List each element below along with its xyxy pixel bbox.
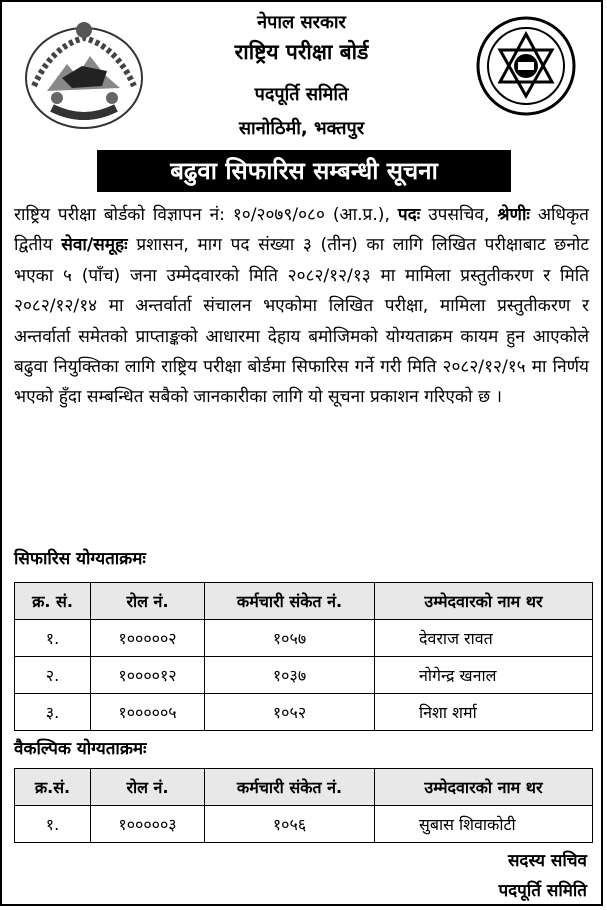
cell-code: १०३७ xyxy=(205,657,375,694)
cell-sn: २. xyxy=(15,657,91,694)
cell-name: देवराज रावत xyxy=(375,620,593,657)
table-row xyxy=(15,694,593,731)
notice-title: बढुवा सिफारिस सम्बन्धी सूचना xyxy=(97,150,511,192)
header-line-3: पदपूर्ति समिति xyxy=(254,84,349,105)
cell-name: सुबास शिवाकोटी xyxy=(375,806,593,843)
cell-roll: १०००००५ xyxy=(91,694,205,731)
cell-code: १०५२ xyxy=(205,694,375,731)
cell-name: निशा शर्मा xyxy=(375,694,593,731)
cell-name: नोगेन्द्र खनाल xyxy=(375,657,593,694)
cell-roll: १०००००३ xyxy=(91,806,205,843)
exam-board-logo xyxy=(474,14,579,119)
table-row xyxy=(15,806,593,843)
col-sn: क्र.सं. xyxy=(15,769,91,806)
body-main: प्रशासन, माग पद संख्या ३ (तीन) का लागि लिखित परीक्षाबाट छनोट भएका ५ (पाँच) जना उम्मेदवारको मिति २०८२/१२/१३ मा मामिला प्रस्तुतीकरण र मिति २०८२/१२/१४ मा अन्तर्वार्ता संचालन भएकोमा लिखित परीक्षा, मामिला प्रस्तुतीकरण र अन्तर्वार्ता समेतको प्राप्ताङ्कको आधारमा देहाय बमोजिमको योग्यताक्रम कायम हुन आएकोले बढुवा नियुक्तिका लागि राष्ट्रिय परीक्षा बोर्डमा सिफारिस गर्ने गरी मिति २०८२/१२/१५ मा निर्णय भएको हुँदा सम्बन्धित सबैको जानकारीका लागि यो सूचना प्रकाशन गरिएको छ । xyxy=(14,235,589,408)
cell-sn: १. xyxy=(15,806,91,843)
merit-heading: सिफारिस योग्यताक्रमः xyxy=(14,549,146,569)
body-intro: राष्ट्रिय परीक्षा बोर्डको विज्ञापन नं: १०/२०७९/०८० (आ.प्र.), xyxy=(14,205,390,225)
col-code: कर्मचारी संकेत नं. xyxy=(205,769,375,806)
signature-committee: पदपूर्ति समिति xyxy=(498,881,587,901)
class-value: अधिकृत द्वितीय xyxy=(14,205,589,256)
cell-roll: १०००००२ xyxy=(91,620,205,657)
header xyxy=(2,2,601,142)
notice-body xyxy=(14,200,589,413)
header-line-1: नेपाल सरकार xyxy=(257,12,346,33)
signature-title: सदस्य सचिव xyxy=(507,851,587,871)
class-label: श्रेणीः xyxy=(497,205,530,225)
table-row xyxy=(15,620,593,657)
cell-code: १०५७ xyxy=(205,620,375,657)
header-line-4: सानोठिमी, भक्तपुर xyxy=(238,118,365,139)
table-row xyxy=(15,657,593,694)
cell-sn: ३. xyxy=(15,694,91,731)
col-roll: रोल नं. xyxy=(91,769,205,806)
cell-roll: १००००१२ xyxy=(91,657,205,694)
alternate-heading: वैकल्पिक योग्यताक्रमः xyxy=(14,739,147,759)
cell-code: १०५६ xyxy=(205,806,375,843)
col-name: उम्मेदवारको नाम थर xyxy=(375,769,593,806)
post-value: उपसचिव, xyxy=(428,205,490,225)
col-sn: क्र. सं. xyxy=(15,583,91,620)
cell-sn: १. xyxy=(15,620,91,657)
col-code: कर्मचारी संकेत नं. xyxy=(205,583,375,620)
header-line-2: राष्ट्रिय परीक्षा बोर्ड xyxy=(234,40,369,64)
alternate-table xyxy=(14,768,593,843)
service-label: सेवा/समूहः xyxy=(61,235,128,256)
col-name: उम्मेदवारको नाम थर xyxy=(375,583,593,620)
col-roll: रोल नं. xyxy=(91,583,205,620)
merit-table xyxy=(14,582,593,731)
post-label: पदः xyxy=(397,205,421,225)
